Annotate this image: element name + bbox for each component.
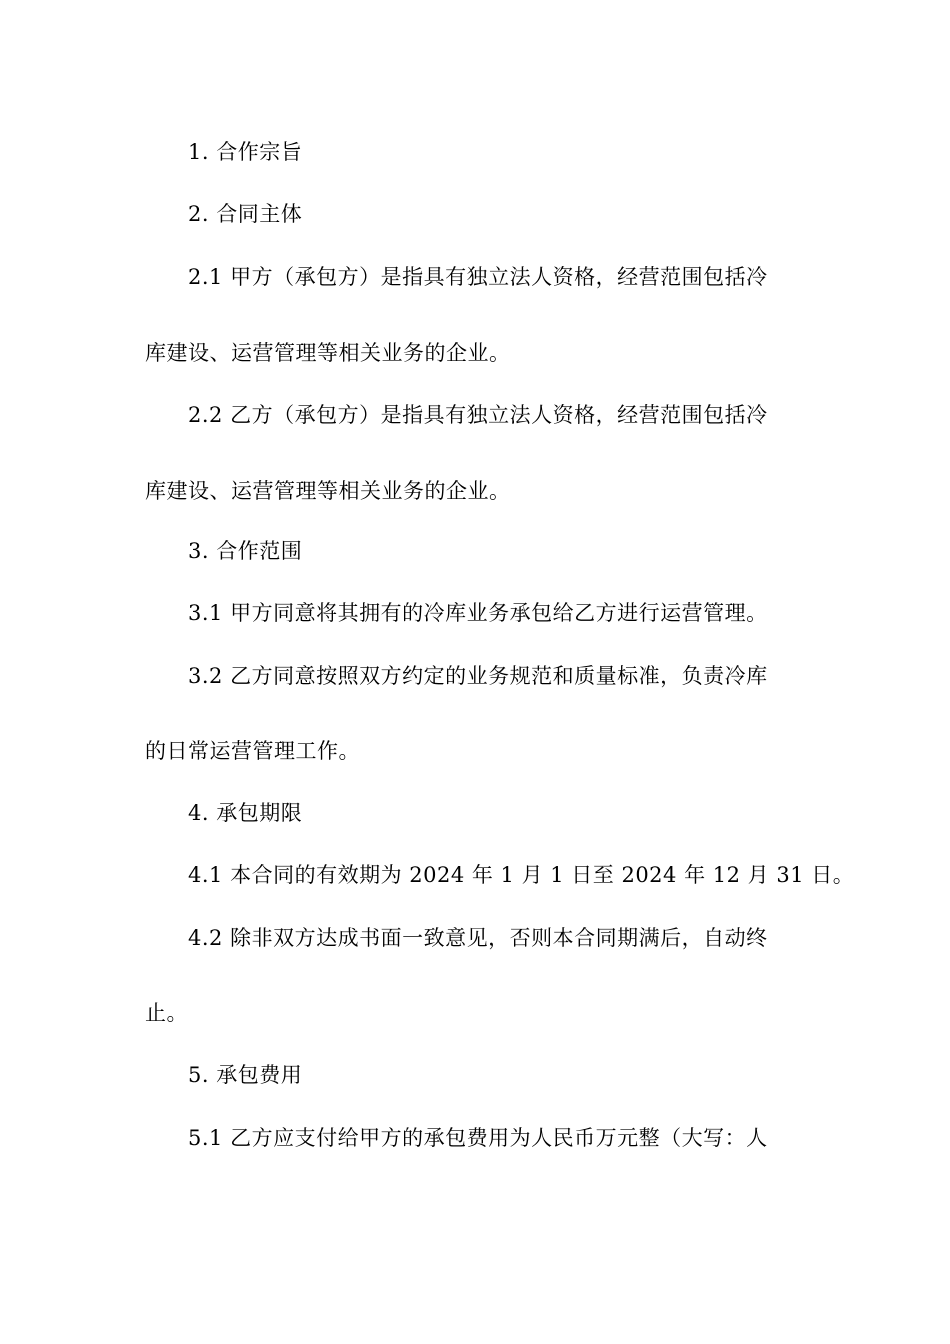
clause-4-2-line-2: 止。 — [145, 1001, 188, 1025]
section-1-heading: 1. 合作宗旨 — [188, 140, 303, 164]
section-3-heading: 3. 合作范围 — [188, 539, 303, 563]
clause-4-2-line-1: 4.2 除非双方达成书面一致意见，否则本合同期满后，自动终 — [188, 926, 768, 950]
clause-2-2-line-2: 库建设、运营管理等相关业务的企业。 — [145, 479, 511, 503]
section-2-heading: 2. 合同主体 — [188, 202, 303, 226]
clause-3-1: 3.1 甲方同意将其拥有的冷库业务承包给乙方进行运营管理。 — [188, 601, 768, 625]
clause-2-2-line-1: 2.2 乙方（承包方）是指具有独立法人资格，经营范围包括冷 — [188, 403, 768, 427]
clause-4-1: 4.1 本合同的有效期为 2024 年 1 月 1 日至 2024 年 12 月 31 日。 — [188, 863, 855, 887]
clause-5-1-line-1: 5.1 乙方应支付给甲方的承包费用为人民币万元整（大写：人 — [188, 1126, 768, 1150]
clause-2-1-line-1: 2.1 甲方（承包方）是指具有独立法人资格，经营范围包括冷 — [188, 265, 768, 289]
section-5-heading: 5. 承包费用 — [188, 1063, 303, 1087]
clause-2-1-line-2: 库建设、运营管理等相关业务的企业。 — [145, 341, 511, 365]
clause-3-2-line-2: 的日常运营管理工作。 — [145, 739, 360, 763]
clause-3-2-line-1: 3.2 乙方同意按照双方约定的业务规范和质量标准，负责冷库 — [188, 664, 768, 688]
section-4-heading: 4. 承包期限 — [188, 801, 303, 825]
